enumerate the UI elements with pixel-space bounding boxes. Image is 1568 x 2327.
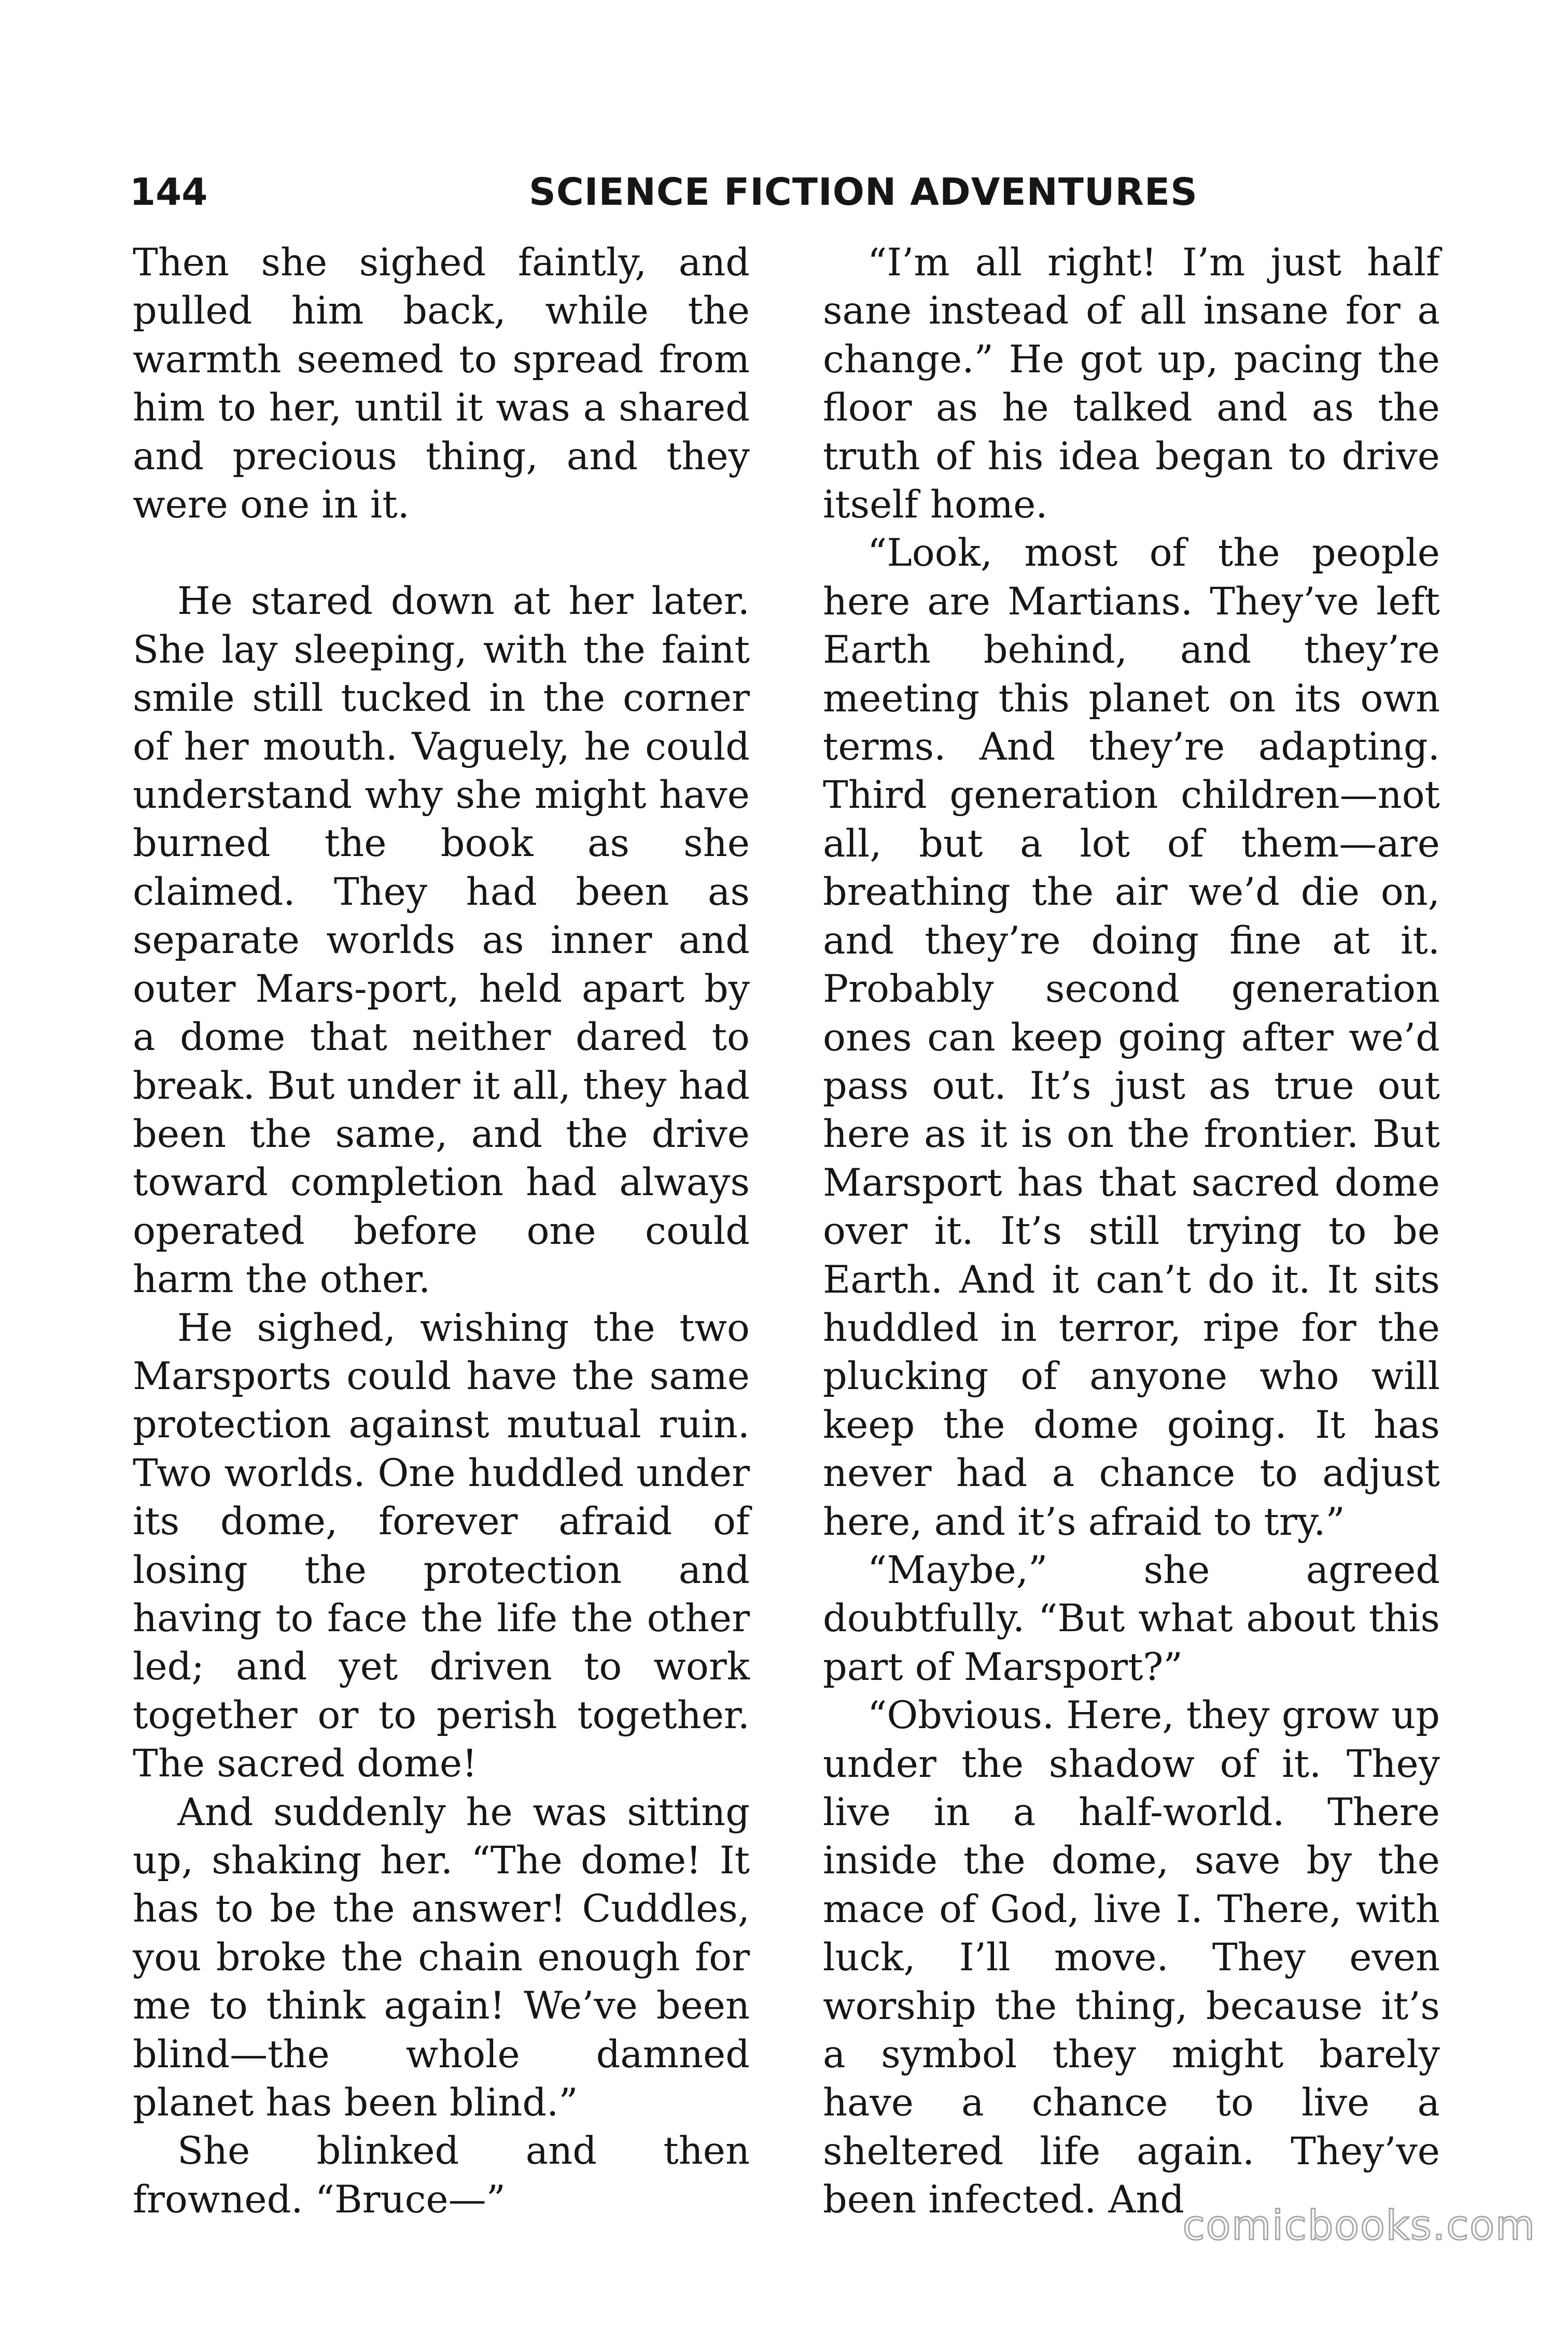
paragraph: He stared down at her later. She lay sleeping, with the faint smile still tucked in the corner of her mouth. Vaguely, he could understand why she might have burned the book as she claimed. They had been as separate worlds as inner and outer Mars-port, held apart by a dome that neither dared to break. But under it all, they had been the same, and the drive toward completion had always operated before one could harm the other.: [133, 579, 750, 1302]
running-title: SCIENCE FICTION ADVENTURES: [529, 170, 1198, 214]
watermark: comicbooks.com: [1182, 2203, 1536, 2249]
section-break: [133, 529, 750, 577]
page-number: 144: [130, 170, 208, 214]
paragraph: He sighed, wishing the two Marsports could have the same protection against mutual ruin. Two worlds. One huddled under its dome, forever afraid of losing the protection and having to face the life the other led; and yet driven to work together or to perish together. The sacred dome!: [133, 1306, 750, 1786]
paragraph: “Maybe,” she agreed doubtfully. “But what about this part of Marsport?”: [823, 1548, 1440, 1689]
paragraph: “I’m all right! I’m just half sane instead of all insane for a change.” He got up, pacing the floor as he talked and as the truth of his idea began to drive itself home.: [823, 241, 1440, 527]
left-column: [133, 239, 750, 2224]
page-header: [130, 161, 1452, 223]
paragraph: “Look, most of the people here are Martians. They’ve left Earth behind, and they’re meeting this planet on its own terms. And they’re adapting. Third generation children—not all, but a lot of them—are breathing the air we’d die on, and they’re doing fine at it. Probably second generation ones can keep going after we’d pass out. It’s just as true out here as it is on the frontier. But Marsport has that sacred dome over it. It’s still trying to be Earth. And it can’t do it. It sits huddled in terror, ripe for the plucking of anyone who will keep the dome going. It has never had a chance to adjust here, and it’s afraid to try.”: [823, 531, 1440, 1544]
paragraph: Then she sighed faintly, and pulled him back, while the warmth seemed to spread from him to her, until it was a shared and precious thing, and they were one in it.: [133, 241, 750, 527]
paragraph: “Obvious. Here, they grow up under the shadow of it. They live in a half-world. There inside the dome, save by the mace of God, live I. There, with luck, I’ll move. They even worship the thing, because it’s a symbol they might barely have a chance to live a sheltered life again. They’ve been infected. And: [823, 1693, 1440, 2222]
right-column: [823, 239, 1440, 2224]
paragraph: She blinked and then frowned. “Bruce—”: [133, 2129, 750, 2222]
paragraph: And suddenly he was sitting up, shaking her. “The dome! It has to be the answer! Cuddles, you broke the chain enough for me to think again! We’ve been blind—the whole damned planet has been blind.”: [133, 1790, 750, 2125]
